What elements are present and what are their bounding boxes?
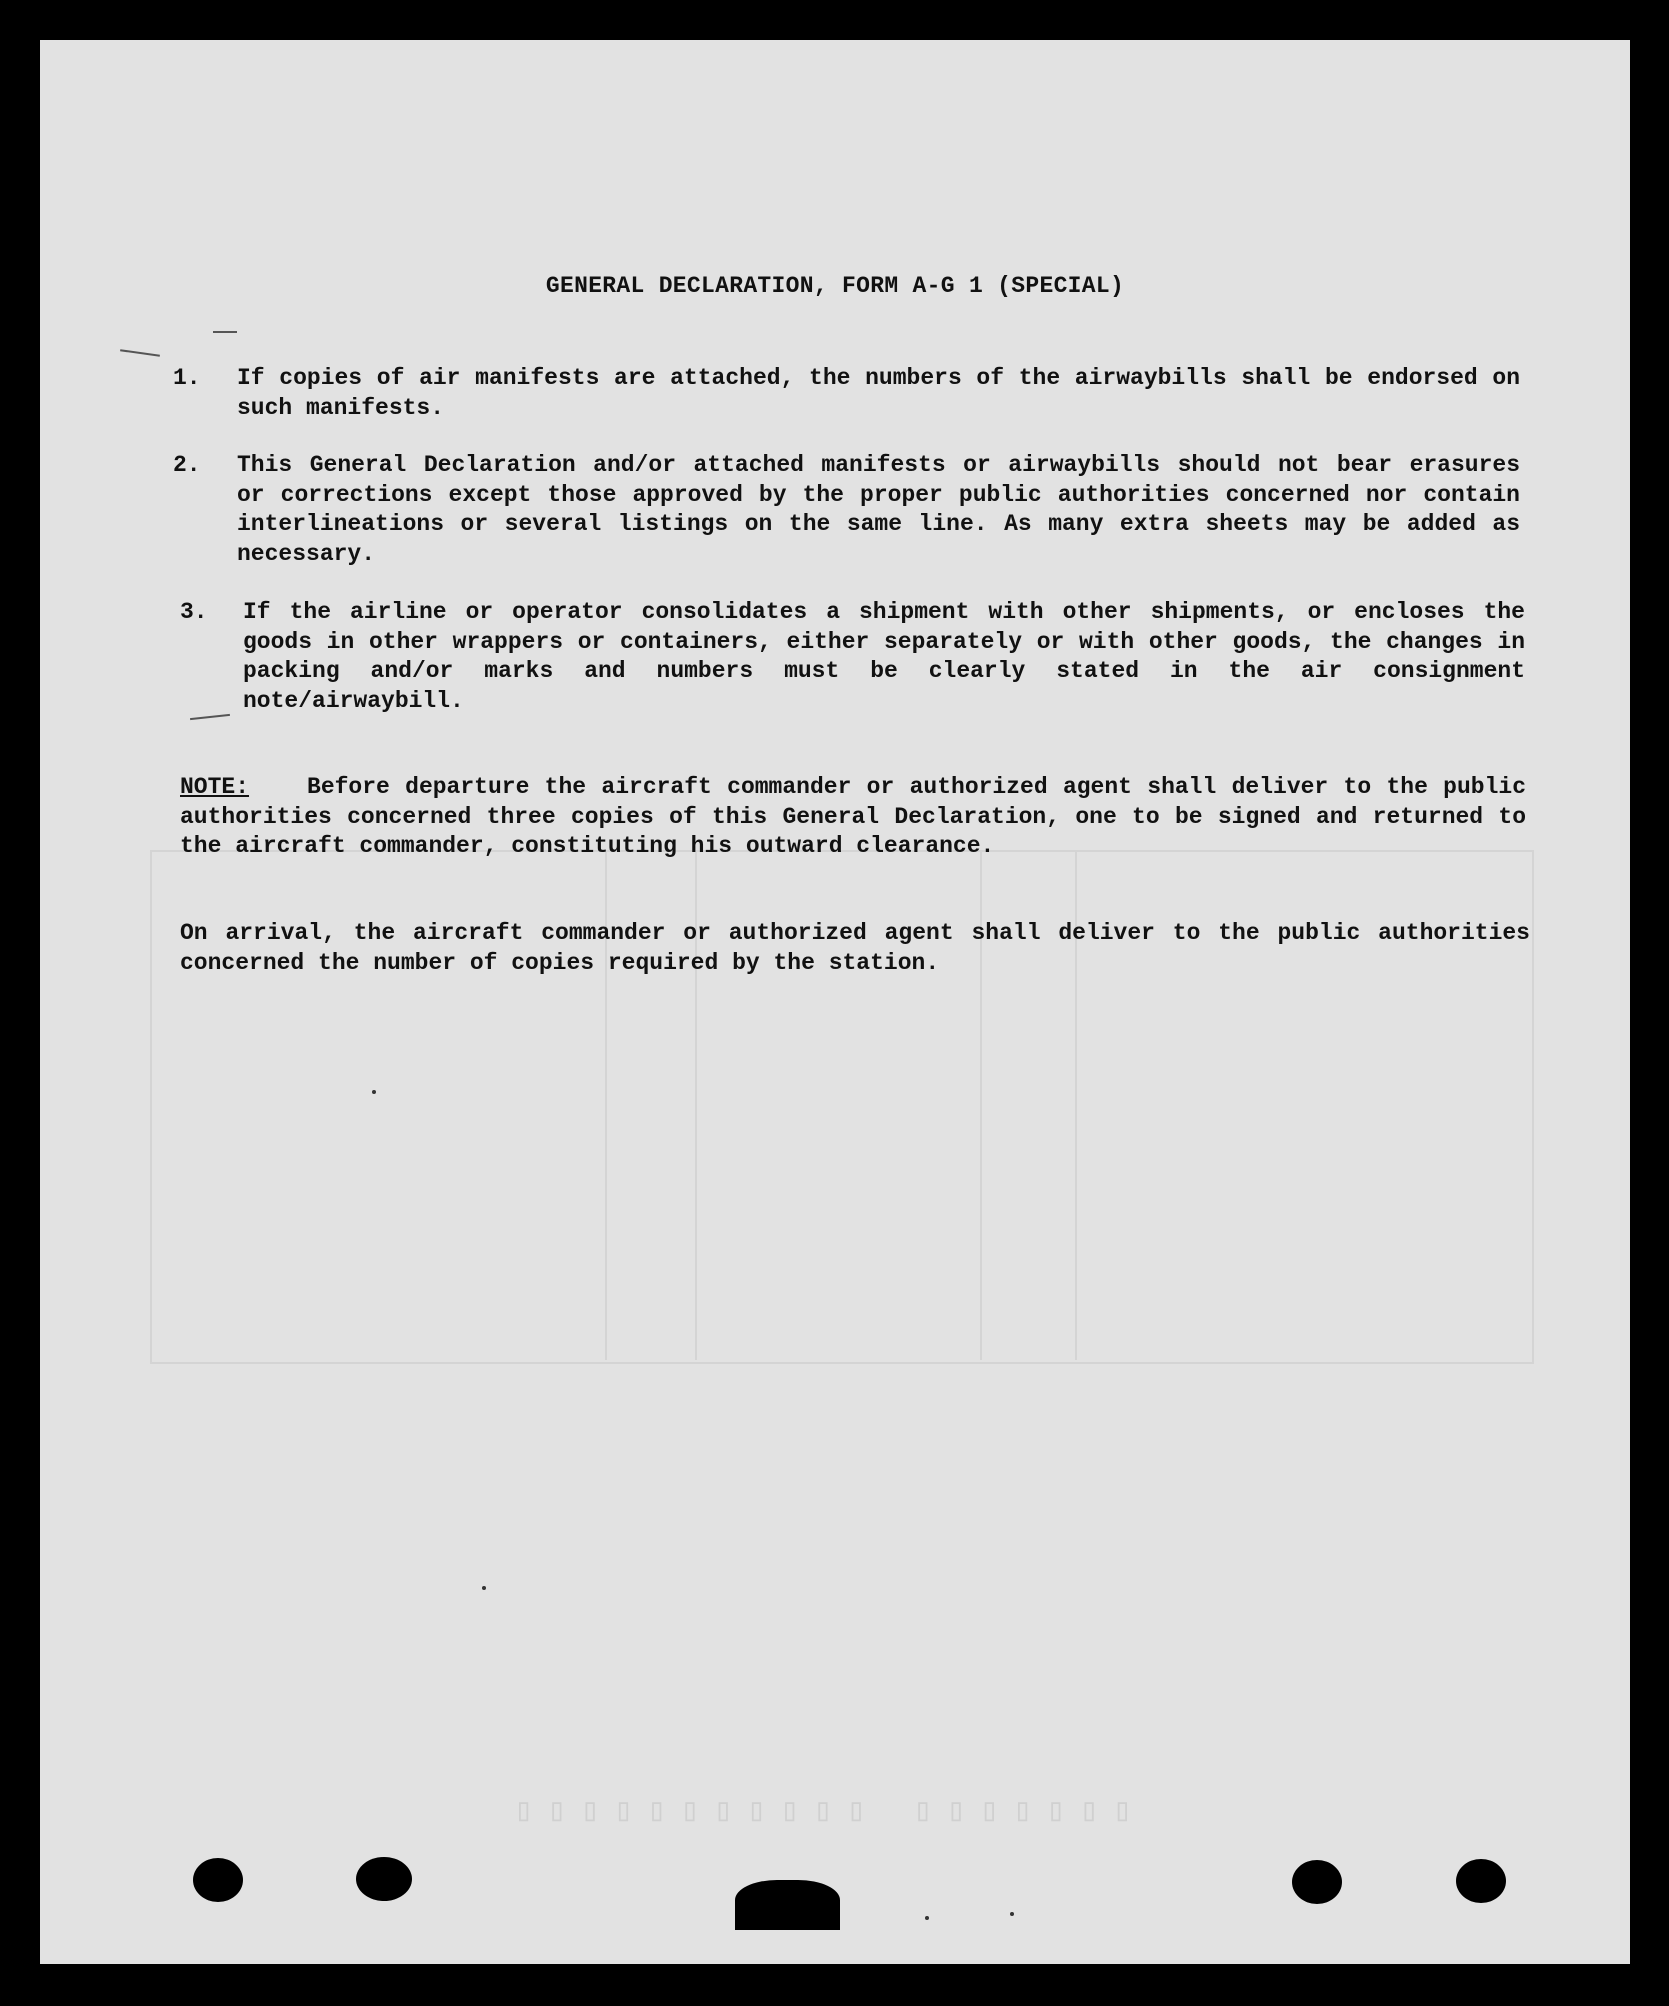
item-number: 1. <box>173 365 201 391</box>
binding-tab <box>735 1880 840 1930</box>
item-text: If copies of air manifests are attached, the numbers of the airwaybills shall be endorsed on such manifests. <box>237 365 1520 421</box>
speck <box>1010 1912 1014 1916</box>
note-text: Before departure the aircraft commander or authorized agent shall deliver to the public authorities concerned three copies of this General Declaration, one to be signed and returned to the aircraft commander, constituting his outward clearance. <box>180 774 1526 859</box>
document-title: GENERAL DECLARATION, FORM A-G 1 (SPECIAL) <box>545 273 1125 299</box>
punch-hole <box>193 1858 243 1902</box>
item-text: This General Declaration and/or attached manifests or airwaybills should not bear erasures or corrections except those approved by the proper public authorities concerned nor contain interlineations or several listings on the same line. As many extra sheets may be added as necessary. <box>237 452 1520 567</box>
punch-hole <box>1456 1859 1506 1903</box>
note-label: NOTE: <box>180 774 250 800</box>
item-number: 3. <box>180 599 208 625</box>
speck <box>925 1916 929 1920</box>
arrival-paragraph: On arrival, the aircraft commander or authorized agent shall deliver to the public authorities concerned the number of copies required by the station. <box>180 920 1530 976</box>
document-content <box>40 40 1630 1964</box>
note-paragraph <box>180 773 1526 862</box>
speck <box>482 1586 486 1590</box>
bleed-through-heading: ▯▯▯▯▯▯▯ ▯▯▯▯▯▯▯▯▯▯▯ <box>500 1790 1133 1828</box>
item-number: 2. <box>173 452 201 478</box>
punch-hole <box>356 1857 412 1901</box>
document-page <box>40 40 1630 1964</box>
speck <box>372 1090 376 1094</box>
item-text: If the airline or operator consolidates a shipment with other shipments, or encloses the goods in other wrappers or containers, either separately or with other goods, the changes in packing and/or marks and numbers must be clearly stated in the air consignment note/airwaybill. <box>243 599 1525 714</box>
punch-hole <box>1292 1860 1342 1904</box>
margin-mark <box>213 331 237 333</box>
